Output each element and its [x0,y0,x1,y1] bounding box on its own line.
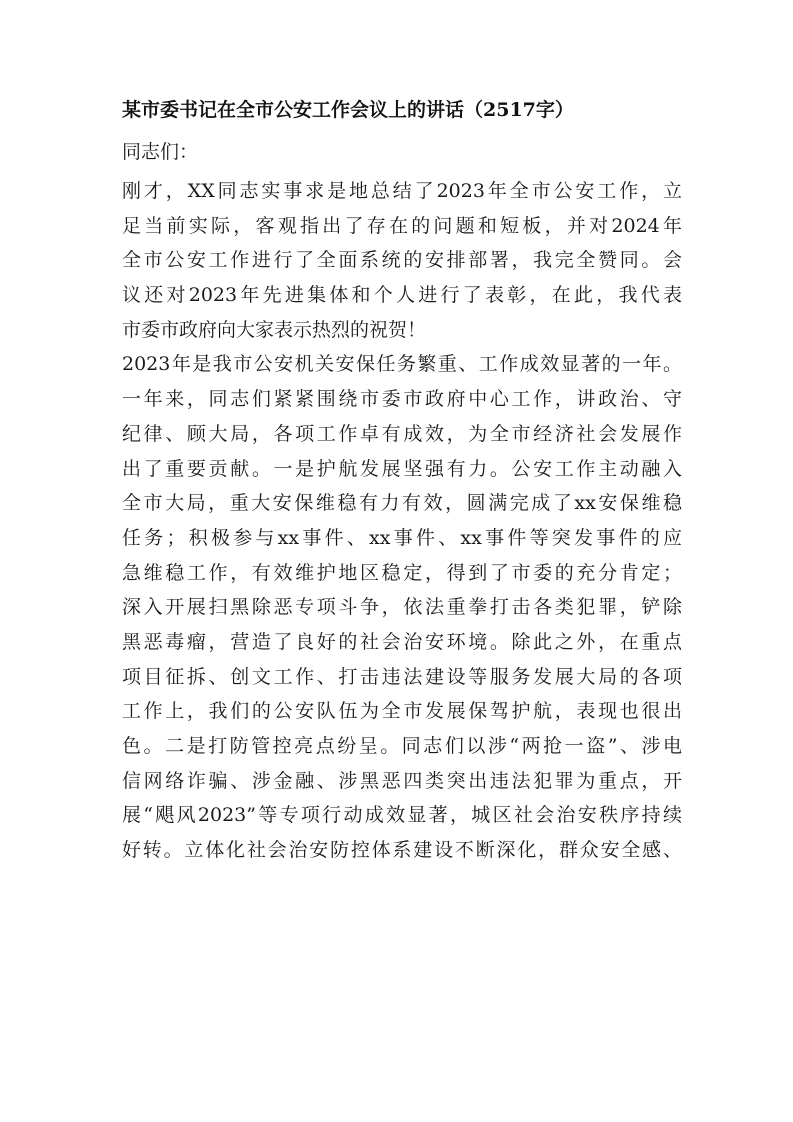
text-line: 2023年是我市公安机关安保任务繁重、工作成效显著的一年。 [122,353,682,376]
text-line: 市委市政府向大家表示热烈的祝贺！ [122,318,427,341]
text-line: 色。二是打防管控亮点纷呈。同志们以涉“两抢一盗”、涉电 [122,735,682,757]
paragraph-1 [122,174,682,347]
greeting: 同志们： [122,141,199,163]
text-line: 全市公安工作进行了全面系统的安排部署，我完全赞同。会 [122,249,682,272]
text-line: 议还对2023年先进集体和个人进行了表彰，在此，我代表 [122,284,682,307]
text-line: 全市大局，重大安保维稳有力有效，圆满完成了xx安保维稳 [122,492,682,515]
text-line: 足当前实际，客观指出了存在的问题和短板，并对2024年 [122,214,682,237]
paragraph-2 [122,347,682,867]
text-line: 刚才，XX同志实事求是地总结了2023年全市公安工作，立 [122,180,682,202]
text-line: 深入开展扫黑除恶专项斗争，依法重拳打击各类犯罪，铲除 [122,596,682,619]
document-title: 某市委书记在全市公安工作会议上的讲话（2517字） [122,99,574,121]
text-line: 信网络诈骗、涉金融、涉黑恶四类突出违法犯罪为重点，开 [122,769,682,792]
text-line: 纪律、顾大局，各项工作卓有成效，为全市经济社会发展作 [122,422,682,445]
text-line: 黑恶毒瘤，营造了良好的社会治安环境。除此之外，在重点 [122,630,682,653]
text-line: 急维稳工作，有效维护地区稳定，得到了市委的充分肯定； [122,561,682,584]
text-line: 任务；积极参与xx事件、xx事件、xx事件等突发事件的应 [122,526,682,549]
document-body [122,174,682,868]
text-line: 工作上，我们的公安队伍为全市发展保驾护航，表现也很出 [122,700,682,723]
text-line: 项目征拆、创文工作、打击违法建设等服务发展大局的各项 [122,665,682,688]
text-line: 好转。立体化社会治安防控体系建设不断深化，群众安全感、 [122,839,682,862]
text-line: 展“飓风2023”等专项行动成效显著，城区社会治安秩序持续 [122,804,682,827]
text-line: 一年来，同志们紧紧围绕市委市政府中心工作，讲政治、守 [122,388,682,411]
text-line: 出了重要贡献。一是护航发展坚强有力。公安工作主动融入 [122,457,682,480]
